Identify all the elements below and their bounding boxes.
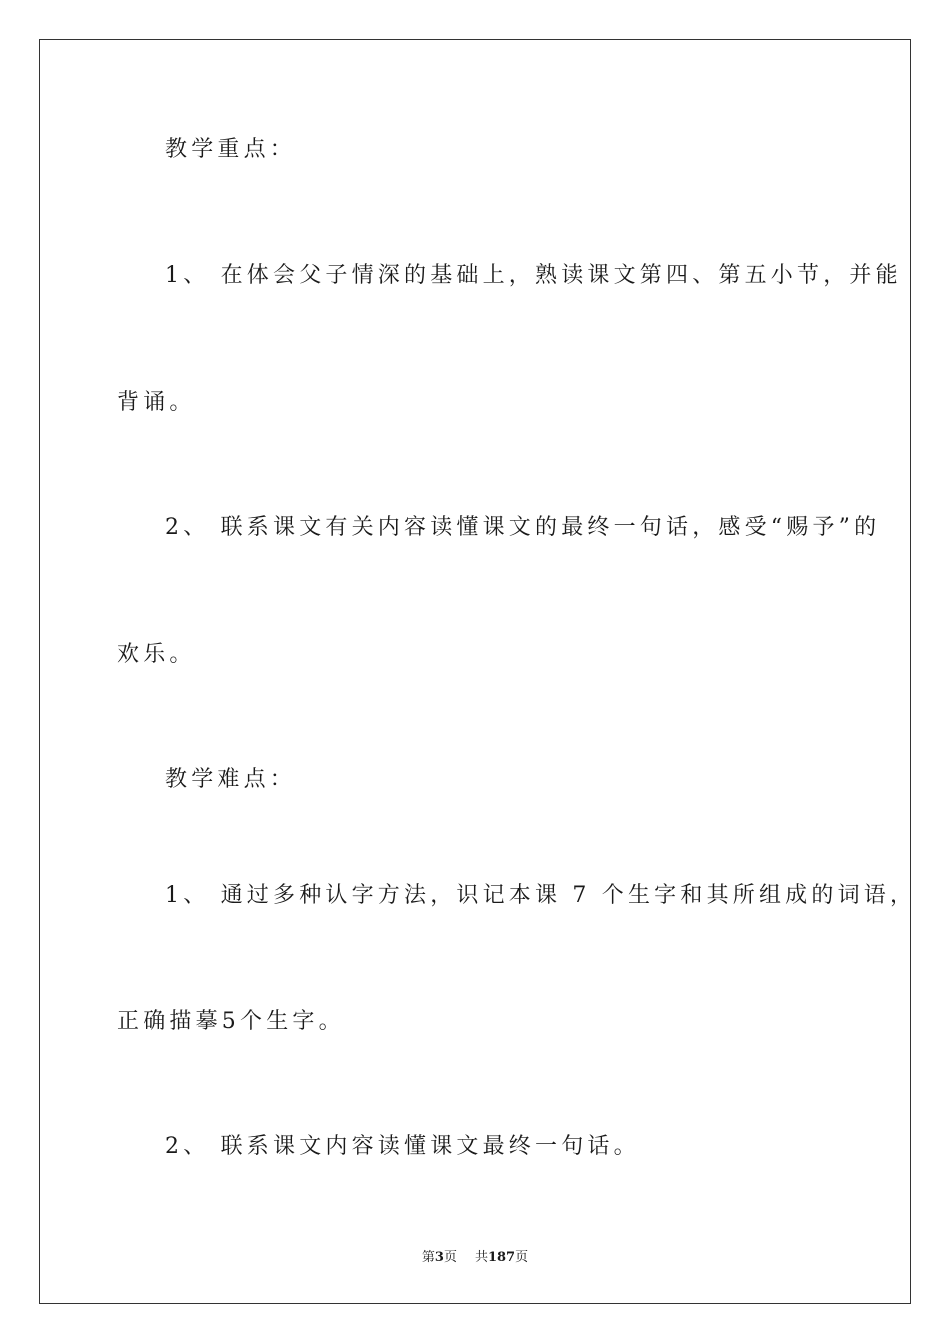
page-border [39, 39, 911, 1304]
page-prefix: 第 [421, 1250, 435, 1265]
key-point-1-line-2: 背诵。 [117, 390, 196, 415]
key-point-2-line-1: 2、 联系课文有关内容读懂课文的最终一句话，感受“赐予”的 [165, 515, 881, 540]
key-point-1-line-1: 1、 在体会父子情深的基础上，熟读课文第四、第五小节，并能 [165, 263, 902, 288]
heading-key-points: 教学重点： [165, 137, 297, 162]
difficulty-1-line-1: 1、 通过多种认字方法，识记本课 7 个生字和其所组成的词语， [165, 883, 917, 908]
total-pages: 187 [487, 1250, 516, 1265]
page-suffix: 页 [443, 1250, 457, 1265]
total-prefix: 共 [474, 1250, 488, 1265]
difficulty-1-line-2: 正确描摹5个生字。 [117, 1009, 345, 1034]
total-suffix: 页 [515, 1250, 529, 1265]
key-point-2-line-2: 欢乐。 [117, 642, 196, 667]
difficulty-2-line-1: 2、 联系课文内容读懂课文最终一句话。 [165, 1134, 640, 1159]
page-number: 3 [434, 1250, 444, 1265]
heading-difficulties: 教学难点： [165, 767, 297, 792]
page-footer [0, 1249, 950, 1267]
